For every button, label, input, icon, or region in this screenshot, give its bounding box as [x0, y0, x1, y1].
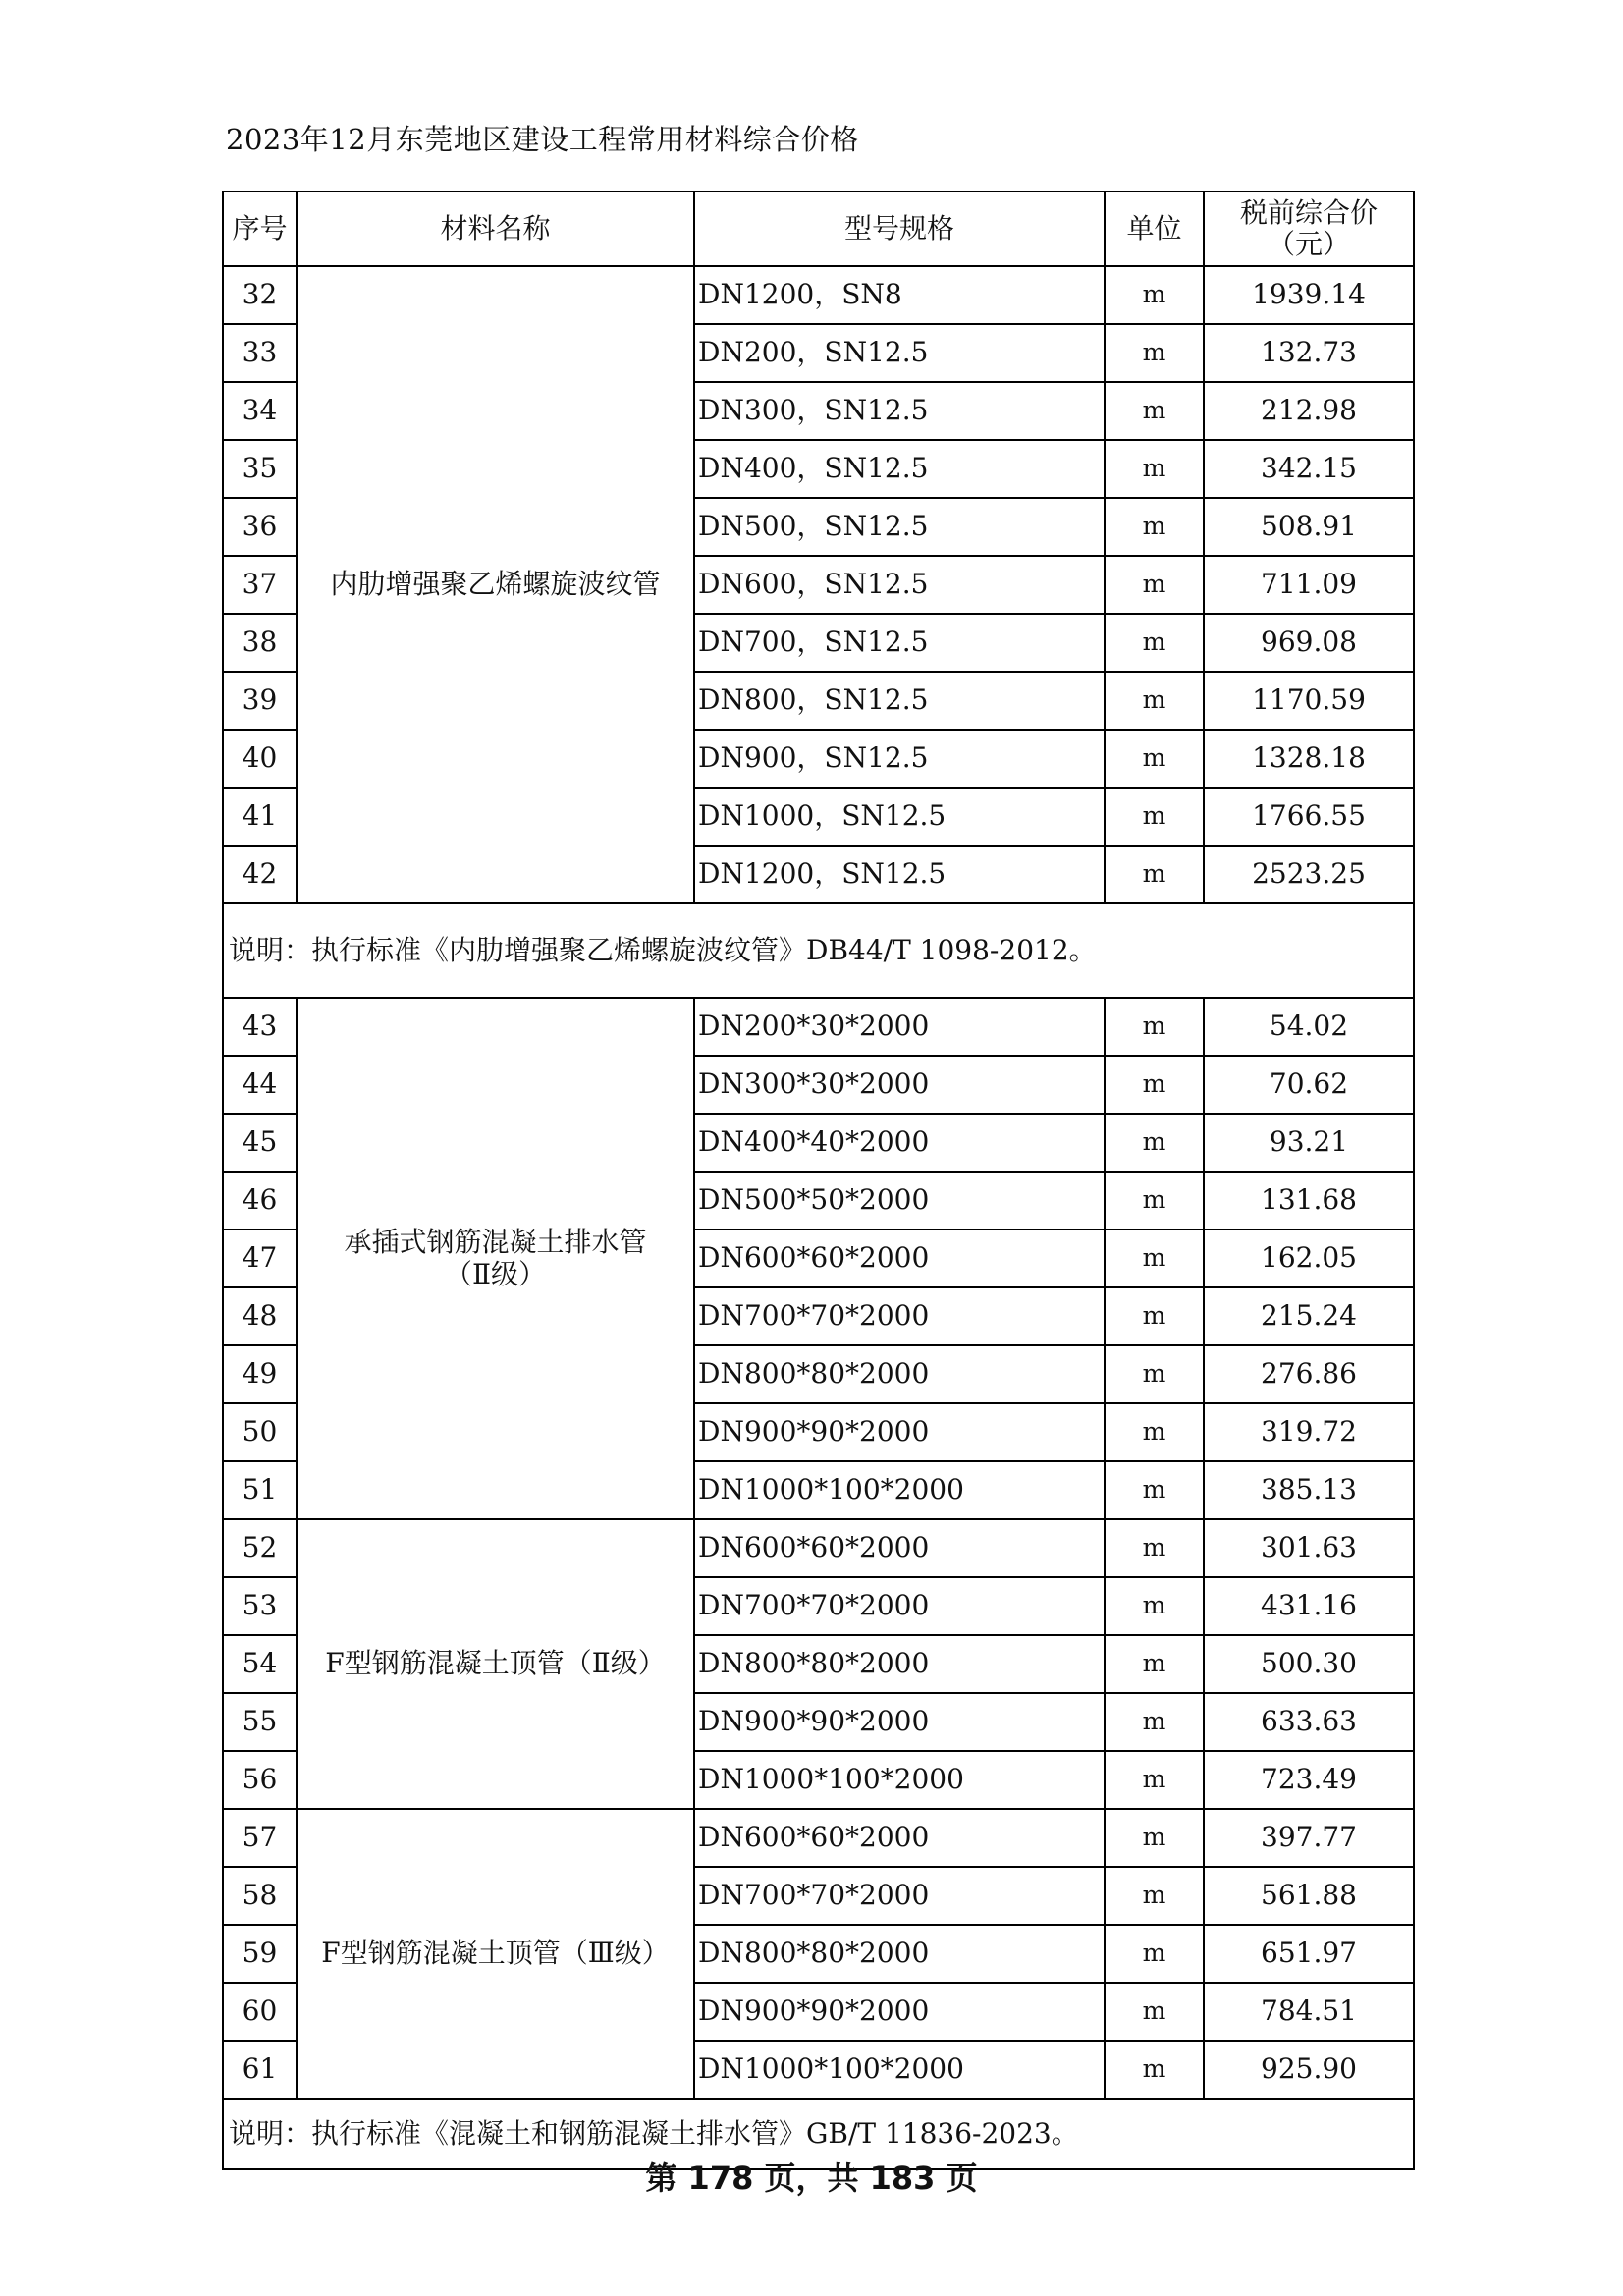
cell-unit: m [1105, 1751, 1204, 1809]
cell-spec: DN600*60*2000 [694, 1230, 1105, 1287]
cell-unit: m [1105, 1172, 1204, 1230]
cell-unit: m [1105, 1983, 1204, 2041]
cell-spec: DN500，SN12.5 [694, 498, 1105, 556]
cell-spec: DN600，SN12.5 [694, 556, 1105, 614]
cell-unit: m [1105, 846, 1204, 903]
cell-seq: 37 [223, 556, 297, 614]
cell-unit: m [1105, 324, 1204, 382]
cell-price: 723.49 [1204, 1751, 1414, 1809]
cell-spec: DN700，SN12.5 [694, 614, 1105, 672]
cell-unit: m [1105, 498, 1204, 556]
cell-price: 711.09 [1204, 556, 1414, 614]
cell-unit: m [1105, 440, 1204, 498]
cell-seq: 59 [223, 1925, 297, 1983]
cell-unit: m [1105, 1230, 1204, 1287]
cell-unit: m [1105, 1925, 1204, 1983]
cell-unit: m [1105, 672, 1204, 730]
cell-unit: m [1105, 1809, 1204, 1867]
cell-seq: 39 [223, 672, 297, 730]
table-row [223, 998, 1414, 1056]
cell-price: 633.63 [1204, 1693, 1414, 1751]
material-name-text: F型钢筋混凝土顶管（Ⅱ级） [325, 1647, 666, 1680]
cell-spec: DN300，SN12.5 [694, 382, 1105, 440]
header-material-name: 材料名称 [297, 191, 694, 266]
cell-price: 651.97 [1204, 1925, 1414, 1983]
cell-seq: 54 [223, 1635, 297, 1693]
table-body [223, 266, 1414, 2169]
table-row [223, 1809, 1414, 1867]
cell-seq: 34 [223, 382, 297, 440]
cell-material-name [297, 1519, 694, 1809]
cell-unit: m [1105, 266, 1204, 324]
cell-seq: 49 [223, 1345, 297, 1403]
cell-seq: 60 [223, 1983, 297, 2041]
cell-unit: m [1105, 730, 1204, 788]
cell-seq: 48 [223, 1287, 297, 1345]
cell-unit: m [1105, 998, 1204, 1056]
cell-unit: m [1105, 614, 1204, 672]
cell-price: 342.15 [1204, 440, 1414, 498]
cell-price: 276.86 [1204, 1345, 1414, 1403]
cell-seq: 36 [223, 498, 297, 556]
cell-price: 508.91 [1204, 498, 1414, 556]
cell-spec: DN1000，SN12.5 [694, 788, 1105, 846]
cell-unit: m [1105, 1345, 1204, 1403]
cell-seq: 46 [223, 1172, 297, 1230]
page-footer: 第 178 页，共 183 页 [645, 2159, 978, 2197]
header-price-line1: 税前综合价 [1239, 195, 1378, 229]
cell-spec: DN600*60*2000 [694, 1519, 1105, 1577]
header-price-line2: （元） [1267, 228, 1350, 260]
cell-spec: DN600*60*2000 [694, 1809, 1105, 1867]
cell-price: 431.16 [1204, 1577, 1414, 1635]
cell-seq: 42 [223, 846, 297, 903]
cell-unit: m [1105, 788, 1204, 846]
cell-spec: DN1000*100*2000 [694, 2041, 1105, 2099]
cell-unit: m [1105, 1461, 1204, 1519]
cell-seq: 51 [223, 1461, 297, 1519]
cell-price: 1328.18 [1204, 730, 1414, 788]
cell-seq: 45 [223, 1114, 297, 1172]
cell-price: 397.77 [1204, 1809, 1414, 1867]
cell-unit: m [1105, 1056, 1204, 1114]
cell-seq: 53 [223, 1577, 297, 1635]
cell-seq: 35 [223, 440, 297, 498]
cell-unit: m [1105, 382, 1204, 440]
cell-spec: DN200*30*2000 [694, 998, 1105, 1056]
cell-spec: DN700*70*2000 [694, 1867, 1105, 1925]
cell-seq: 41 [223, 788, 297, 846]
cell-price: 561.88 [1204, 1867, 1414, 1925]
cell-price: 319.72 [1204, 1403, 1414, 1461]
note-row [223, 903, 1414, 998]
cell-price: 70.62 [1204, 1056, 1414, 1114]
cell-price: 93.21 [1204, 1114, 1414, 1172]
cell-spec: DN1200，SN12.5 [694, 846, 1105, 903]
cell-price: 301.63 [1204, 1519, 1414, 1577]
cell-spec: DN700*70*2000 [694, 1577, 1105, 1635]
header-price [1204, 191, 1414, 266]
cell-spec: DN1000*100*2000 [694, 1751, 1105, 1809]
cell-spec: DN1000*100*2000 [694, 1461, 1105, 1519]
cell-spec: DN900*90*2000 [694, 1693, 1105, 1751]
cell-unit: m [1105, 1867, 1204, 1925]
cell-unit: m [1105, 1577, 1204, 1635]
cell-spec: DN200，SN12.5 [694, 324, 1105, 382]
cell-material-name [297, 266, 694, 903]
cell-seq: 47 [223, 1230, 297, 1287]
cell-unit: m [1105, 1287, 1204, 1345]
cell-price: 131.68 [1204, 1172, 1414, 1230]
cell-spec: DN800*80*2000 [694, 1635, 1105, 1693]
cell-seq: 56 [223, 1751, 297, 1809]
cell-seq: 40 [223, 730, 297, 788]
header-seq: 序号 [223, 191, 297, 266]
standard-note: 说明：执行标准《内肋增强聚乙烯螺旋波纹管》DB44/T 1098-2012。 [223, 903, 1414, 998]
cell-price: 132.73 [1204, 324, 1414, 382]
cell-seq: 33 [223, 324, 297, 382]
cell-seq: 55 [223, 1693, 297, 1751]
cell-price: 162.05 [1204, 1230, 1414, 1287]
cell-spec: DN900*90*2000 [694, 1403, 1105, 1461]
cell-spec: DN400*40*2000 [694, 1114, 1105, 1172]
cell-unit: m [1105, 1693, 1204, 1751]
cell-price: 1170.59 [1204, 672, 1414, 730]
cell-price: 215.24 [1204, 1287, 1414, 1345]
cell-price: 1766.55 [1204, 788, 1414, 846]
header-unit: 单位 [1105, 191, 1204, 266]
cell-spec: DN900*90*2000 [694, 1983, 1105, 2041]
cell-unit: m [1105, 1403, 1204, 1461]
price-table [222, 191, 1415, 2170]
cell-spec: DN900，SN12.5 [694, 730, 1105, 788]
cell-unit: m [1105, 1635, 1204, 1693]
standard-note: 说明：执行标准《混凝土和钢筋混凝土排水管》GB/T 11836-2023。 [223, 2099, 1414, 2169]
header-spec: 型号规格 [694, 191, 1105, 266]
cell-unit: m [1105, 1114, 1204, 1172]
cell-seq: 52 [223, 1519, 297, 1577]
cell-price: 212.98 [1204, 382, 1414, 440]
cell-material-name [297, 1809, 694, 2099]
material-name-text: F型钢筋混凝土顶管（Ⅲ级） [321, 1937, 670, 1970]
cell-price: 385.13 [1204, 1461, 1414, 1519]
cell-price: 925.90 [1204, 2041, 1414, 2099]
cell-spec: DN800*80*2000 [694, 1925, 1105, 1983]
table-header-row [223, 191, 1414, 266]
cell-spec: DN800，SN12.5 [694, 672, 1105, 730]
cell-price: 2523.25 [1204, 846, 1414, 903]
cell-seq: 58 [223, 1867, 297, 1925]
cell-price: 500.30 [1204, 1635, 1414, 1693]
cell-seq: 38 [223, 614, 297, 672]
document-title: 2023年12月东莞地区建设工程常用材料综合价格 [226, 123, 859, 156]
table-row [223, 266, 1414, 324]
material-name-text: 承插式钢筋混凝土排水管 [344, 1226, 647, 1259]
material-name-text: 内肋增强聚乙烯螺旋波纹管 [330, 568, 661, 601]
cell-seq: 32 [223, 266, 297, 324]
material-name-grade: （Ⅱ级） [444, 1257, 547, 1290]
cell-price: 784.51 [1204, 1983, 1414, 2041]
cell-spec: DN400，SN12.5 [694, 440, 1105, 498]
cell-seq: 57 [223, 1809, 297, 1867]
cell-seq: 61 [223, 2041, 297, 2099]
cell-spec: DN500*50*2000 [694, 1172, 1105, 1230]
cell-spec: DN800*80*2000 [694, 1345, 1105, 1403]
cell-unit: m [1105, 556, 1204, 614]
cell-seq: 50 [223, 1403, 297, 1461]
cell-spec: DN300*30*2000 [694, 1056, 1105, 1114]
cell-material-name [297, 998, 694, 1519]
cell-price: 1939.14 [1204, 266, 1414, 324]
cell-spec: DN1200，SN8 [694, 266, 1105, 324]
table-row [223, 1519, 1414, 1577]
cell-seq: 44 [223, 1056, 297, 1114]
cell-price: 969.08 [1204, 614, 1414, 672]
cell-unit: m [1105, 2041, 1204, 2099]
cell-unit: m [1105, 1519, 1204, 1577]
cell-seq: 43 [223, 998, 297, 1056]
cell-price: 54.02 [1204, 998, 1414, 1056]
cell-spec: DN700*70*2000 [694, 1287, 1105, 1345]
